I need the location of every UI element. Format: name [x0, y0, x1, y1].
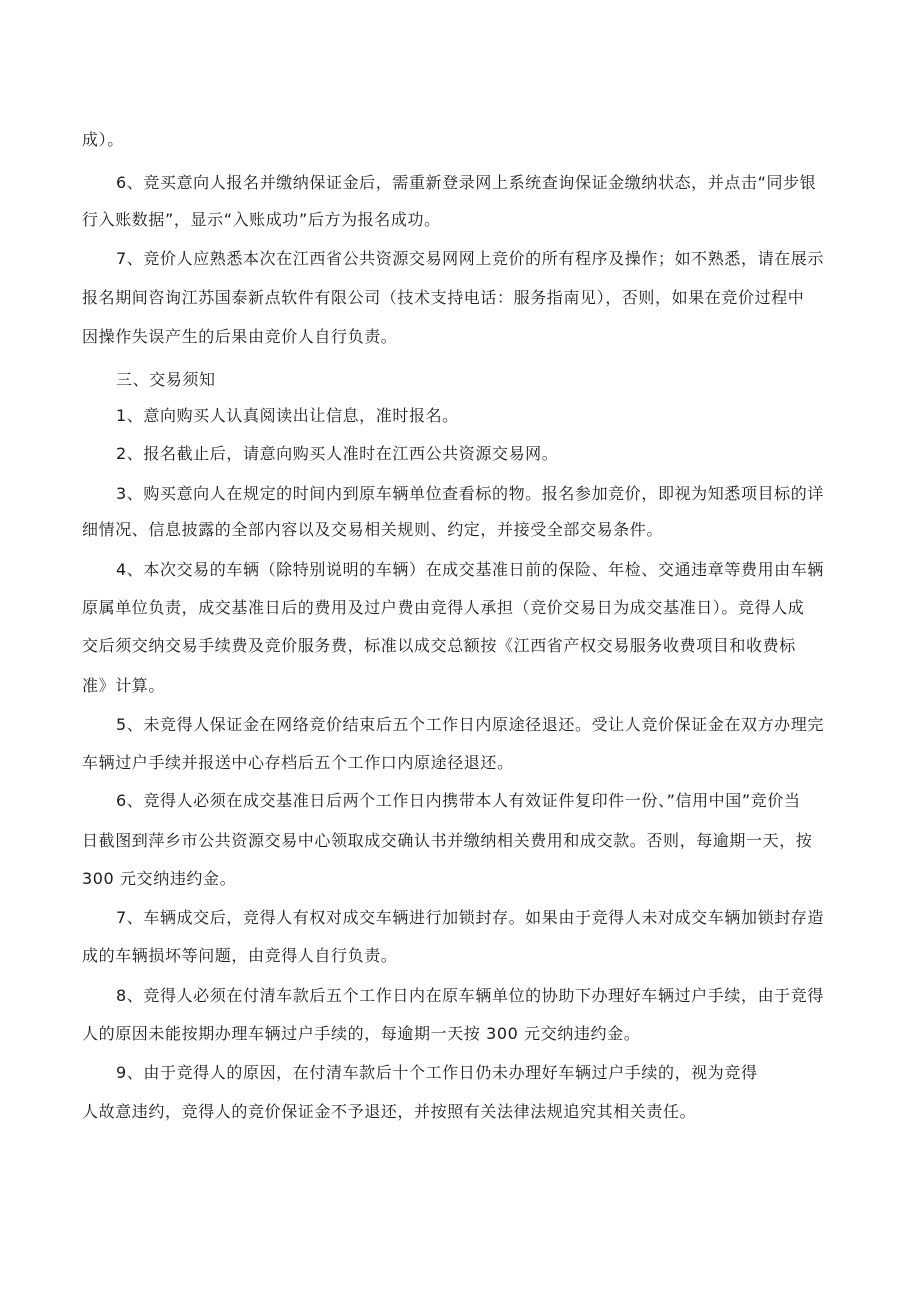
text-line: 准》计算。	[82, 676, 166, 695]
text-line: 6、竞得人必须在成交基准日后两个工作日内携带本人有效证件复印件一份、”信用中国”竞价当	[116, 791, 801, 810]
text-line: 交后须交纳交易手续费及竞价服务费，标准以成交总额按《江西省产权交易服务收费项目和收费标	[82, 636, 796, 655]
text-line: 300 元交纳违约金。	[82, 869, 237, 888]
section-heading: 三、交易须知	[116, 370, 216, 389]
text-line: 人故意违约，竞得人的竞价保证金不予退还，并按照有关法律法规追究其相关责任。	[82, 1102, 697, 1121]
text-line: 成的车辆损坏等问题，由竞得人自行负责。	[82, 946, 398, 965]
text-line: 4、本次交易的车辆（除特别说明的车辆）在成交基准日前的保险、年检、交通违章等费用由车辆	[116, 560, 824, 579]
text-line: 因操作失误产生的后果由竞价人自行负责。	[82, 327, 398, 346]
text-line: 3、购买意向人在规定的时间内到原车辆单位查看标的物。报名参加竞价，即视为知悉项目标的详	[116, 484, 824, 503]
text-line: 成）。	[82, 130, 124, 149]
text-line: 2、报名截止后，请意向购买人准时在江西公共资源交易网。	[116, 444, 559, 463]
text-line: 1、意向购买人认真阅读出让信息，准时报名。	[116, 406, 459, 425]
text-line: 报名期间咨询江苏国泰新点软件有限公司（技术支持电话：服务指南见），否则，如果在竞价过程中	[82, 288, 805, 307]
text-line: 8、竞得人必须在付清车款后五个工作日内在原车辆单位的协助下办理好车辆过户手续，由于竞得	[116, 986, 824, 1005]
text-line: 原属单位负责，成交基准日后的费用及过户费由竞得人承担（竞价交易日为成交基准日）。竞得人成	[82, 598, 805, 617]
text-line: 5、未竞得人保证金在网络竞价结束后五个工作日内原途径退还。受让人竞价保证金在双方办理完	[116, 715, 824, 734]
text-line: 6、竞买意向人报名并缴纳保证金后，需重新登录网上系统查询保证金缴纳状态，并点击“同步银	[116, 173, 817, 192]
text-line: 车辆过户手续并报送中心存档后五个工作口内原途径退还。	[82, 753, 514, 772]
text-line: 7、车辆成交后，竞得人有权对成交车辆进行加锁封存。如果由于竞得人未对成交车辆加锁封存造	[116, 908, 824, 927]
text-line: 9、由于竞得人的原因，在付清车款后十个工作日仍未办理好车辆过户手续的，视为竞得	[116, 1063, 758, 1082]
text-line: 人的原因未能按期办理车辆过户手续的，每逾期一天按 300 元交纳违约金。	[82, 1024, 641, 1043]
text-line: 行入账数据”，显示“入账成功”后方为报名成功。	[82, 210, 441, 229]
text-line: 7、竞价人应熟悉本次在江西省公共资源交易网网上竞价的所有程序及操作；如不熟悉，请在展示	[116, 249, 824, 268]
text-line: 日截图到萍乡市公共资源交易中心领取成交确认书并缴纳相关费用和成交款。否则，每逾期一天，按	[82, 831, 813, 850]
text-line: 细情况、信息披露的全部内容以及交易相关规则、约定，并接受全部交易条件。	[82, 520, 664, 539]
